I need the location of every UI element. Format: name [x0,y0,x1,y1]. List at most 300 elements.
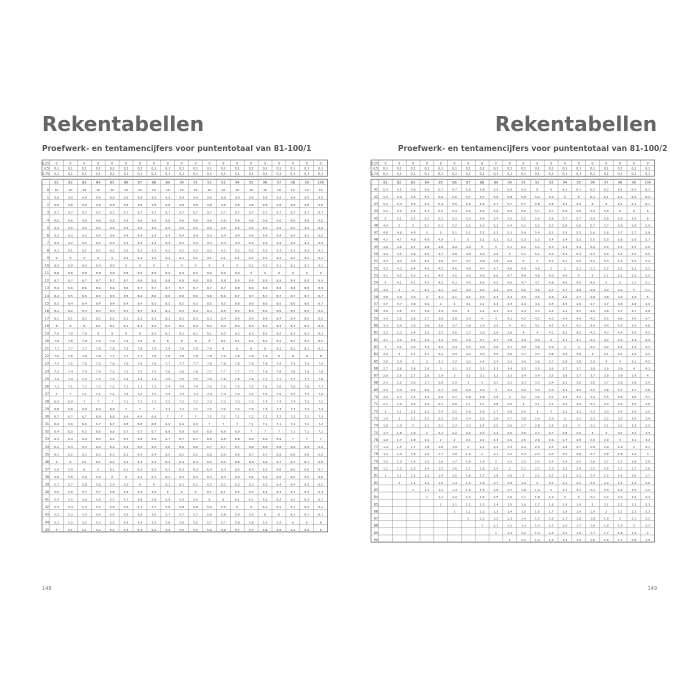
grade-cell: 5,6 [603,230,609,235]
grade-cell: 7,6 [54,354,59,359]
grade-cell: 5,7 [438,187,444,192]
grade-cell: 2,8 [590,445,595,450]
grade-cell: 8 [305,354,308,359]
grade-cell: 7,6 [207,376,212,381]
grade-cell: 5,9 [534,194,540,199]
grade-cell: 5,4 [383,187,388,192]
grade-cell: 2,6 [548,437,554,442]
grade-cell: 2,3 [645,502,651,507]
grade-cell: 5,9 [276,520,282,525]
grade-cell: 7,2 [276,414,282,419]
grade-cell: 7 [305,437,308,442]
grade-cell: 5,1 [465,230,471,235]
grade-cell: 8,7 [276,293,282,298]
grade-cell: 7,4 [165,384,171,389]
row-label: 44 [44,520,49,525]
grade-cell: 4,5 [521,294,526,299]
grade-cell: 3,1 [424,352,430,357]
grade-cell: 8,2 [290,339,296,344]
grade-cell: 5,3 [123,527,129,532]
grade-cell: 4,7 [383,237,388,242]
grade-cell: 9 [166,263,169,268]
grade-cell: 1,3 [479,502,485,507]
grade-cell: 5,5 [151,520,157,525]
grade-cell: 9,4 [290,240,296,245]
grade-cell: 6,3 [123,452,129,457]
grade-cell: 2,3 [631,502,637,507]
grade-cell: 3,2 [452,359,457,364]
grade-cell: 5,3 [521,237,526,242]
grade-cell: 6,3 [262,490,268,495]
grade-cell: 6,4 [207,467,212,472]
grade-cell: 4,4 [410,266,416,271]
grade-cell: 1 [467,516,470,521]
grade-cell: 1,1 [521,538,526,542]
grade-cell: 2,7 [603,459,609,464]
grade-cell: 9,8 [276,203,282,208]
row-label: 59 [373,316,378,321]
grade-cell: 3 [508,395,511,399]
grade-cell: 7,5 [290,391,296,396]
grade-cell: 9,2 [179,248,185,253]
grade-cell: 6,5 [318,482,324,487]
grade-cell: 5,4 [81,505,87,510]
grade-cell: 6,2 [603,187,609,192]
grade-cell: 7,9 [193,346,198,351]
grade-cell: 9,8 [109,203,115,208]
grade-cell: 9,5 [137,225,143,230]
grade-cell: 9,6 [193,218,198,223]
grade-cell: 8,6 [81,286,87,291]
grade-cell: 6,8 [304,452,310,457]
grade-cell: 5,9 [590,209,595,214]
grade-cell: 3,3 [452,352,457,357]
grade-cell: 5,5 [617,244,623,249]
grade-cell: 5,7 [452,187,457,192]
grade-cell: 2,1 [424,423,430,428]
grade-cell: 5,9 [81,474,87,479]
grade-cell: 6,7 [262,452,268,457]
grade-cell: 4,8 [617,302,623,307]
grade-cell: 6,5 [81,429,87,434]
fraction-cell: 0,1 [109,166,115,171]
grade-cell: 3,9 [452,309,457,314]
grade-cell: 2,7 [534,430,540,435]
grade-cell: 6,9 [123,414,129,419]
grade-cell: 8,3 [179,316,185,321]
grade-cell: 5,8 [576,209,582,214]
grade-cell: 6,8 [54,407,59,411]
grade-cell: 6,4 [248,474,254,479]
grade-cell: 6,3 [631,187,637,192]
grade-cell: 6,7 [68,414,73,419]
grade-cell: 6,7 [207,444,212,449]
row-label: 15 [44,301,49,306]
column-header: 91 [521,180,526,185]
column-header: 86 [123,180,129,185]
row-label: 5 [46,225,49,230]
grade-cell: 5,9 [109,482,115,487]
grade-cell: 6,6 [262,459,268,464]
fraction-cell: 0,1 [276,166,282,171]
grade-cell: 6 [291,520,294,525]
grade-cell: 8,1 [165,331,171,336]
fraction-cell: 0,1 [165,166,171,171]
grade-cell: 5,9 [248,512,254,517]
grade-cell: 8,7 [68,278,73,283]
table-subtitle: Proefwerk- en tentamencijfers voor puntentotaal van 81-100/1 [42,144,312,153]
grade-cell: 6,7 [123,429,129,434]
grade-cell: 4,1 [479,309,485,314]
grade-cell: 2,7 [576,445,582,450]
grade-cell: 6 [166,490,169,495]
row-label: 30 [44,414,49,419]
grade-cell: 5,7 [562,216,568,221]
grade-cell: 1,4 [493,502,499,507]
grade-cell: 1,6 [493,487,499,492]
grade-cell: 3,8 [617,373,623,378]
grade-cell: 2 [508,466,511,471]
grade-cell: 3,5 [465,344,471,349]
grade-cell: 7,7 [193,361,198,366]
grade-cell: 6,9 [220,429,226,434]
grade-cell: 1,9 [534,487,540,492]
grade-cell: 1,9 [383,416,388,421]
grade-cell: 9,9 [165,195,171,200]
grade-cell: 2,4 [562,459,568,464]
grade-cell: 4,9 [383,223,388,228]
grade-cell: 1,9 [479,459,485,464]
row-label: 19 [44,331,49,336]
grade-cell: 8,3 [151,316,157,321]
grade-cell: 8,7 [248,293,254,298]
grade-cell: 2,3 [424,409,430,414]
grade-cell: 6,2 [590,187,595,192]
grade-cell: 5 [453,237,456,242]
grade-cell: 2,2 [507,452,513,457]
grade-cell: 6,4 [109,444,115,449]
grade-cell: 3,7 [479,337,485,342]
grade-cell: 4,5 [438,266,444,271]
grade-cell: 9,9 [81,195,87,200]
grade-cell: 5,2 [631,273,637,278]
row-label: 40 [44,490,49,495]
grade-cell: 2,8 [507,409,513,414]
grade-cell: 1,6 [521,502,526,507]
grade-cell: 4,5 [410,259,416,264]
column-header: 83 [82,180,87,185]
grade-cell: 5,8 [479,187,485,192]
grade-cell: 4,6 [521,287,526,292]
grade-cell: 4,7 [465,259,471,264]
grade-cell: 2,1 [521,466,526,471]
grade-cell: 1,1 [465,509,471,514]
grade-cell: 5,1 [562,259,568,264]
grade-cell: 2,7 [383,366,388,371]
grade-cell: 3,3 [521,380,526,385]
grade-cell: 2,7 [617,466,623,471]
row-label: 44 [373,209,378,214]
grade-cell: 5,9 [645,223,651,228]
grade-cell: 7,1 [304,429,310,434]
grade-cell: 5,3 [95,520,101,525]
grade-cell: 5,1 [521,252,526,256]
grade-cell: 7,3 [193,391,198,396]
grade-cell: 6,7 [109,422,115,427]
grade-cell: 1,2 [493,516,499,521]
grade-cell: 5,9 [631,216,637,221]
grade-cell: 3,5 [631,402,637,407]
grade-cell: 6,4 [95,444,101,449]
grade-cell: 4,8 [590,294,595,299]
grade-cell: 5,4 [534,230,540,235]
grade-cell: 8 [208,339,211,344]
grade-cell: 1,7 [576,523,582,528]
fraction-cell: 0 [69,161,72,166]
grade-cell: 1,4 [438,473,444,478]
grade-cell: 8,7 [179,286,185,291]
grade-cell: 2,6 [493,416,499,421]
grade-cell: 9 [208,263,211,268]
grade-cell: 2,4 [438,409,444,414]
row-label: 50 [373,252,378,256]
grade-cell: 3,3 [396,330,402,335]
grade-cell: 1,9 [645,538,651,542]
grade-cell: 5,7 [248,527,254,532]
grade-cell: 6,7 [318,467,324,472]
grade-cell: 3,6 [590,380,595,385]
grade-cell: 8,2 [151,323,157,328]
row-label: 63 [373,344,378,349]
grade-cell: 9,4 [207,233,212,238]
grade-cell: 5,9 [304,527,310,532]
grade-cell: 9,2 [193,248,198,253]
grade-cell: 4,3 [534,309,540,314]
row-label: 10 [44,263,49,268]
grade-cell: 8,3 [276,323,282,328]
grade-cell: 3,7 [521,352,526,357]
grade-cell: 3,7 [576,373,582,378]
grade-cell: 4,3 [424,273,430,278]
grade-cell: 5,5 [521,223,526,228]
grade-cell: 7,8 [248,361,254,366]
grade-cell: 4,4 [479,287,485,292]
grade-cell: 2 [481,452,484,457]
fraction-cell: 0,1 [179,166,185,171]
grade-cell: 5,1 [54,520,59,525]
grade-cell: 1,8 [562,509,568,514]
grade-cell: 9,5 [304,225,310,230]
grade-cell: 7,6 [179,369,185,374]
grade-cell: 3,8 [452,316,457,321]
grade-cell: 2,1 [465,437,471,442]
grade-cell: 1,5 [410,452,416,457]
grade-cell: 6 [605,201,608,206]
row-label: 72 [373,409,378,414]
grade-cell: 6,5 [248,467,254,472]
grade-cell: 7,6 [137,361,143,366]
grade-cell: 4 [494,316,497,321]
grade-cell: 8,9 [248,278,254,283]
grade-cell: 7,8 [81,339,87,344]
grade-cell: 5,4 [438,201,444,206]
row-label: 52 [373,266,378,271]
grade-cell: 6 [646,216,649,221]
grade-cell: 3,2 [590,416,595,421]
grade-cell: 4,9 [645,302,651,307]
grade-cell: 1,5 [507,502,513,507]
grade-cell: 9,2 [248,248,254,253]
grade-cell: 9,8 [123,203,129,208]
column-header: 83 [410,180,416,185]
fraction-cell: 0,1 [534,166,540,171]
grade-cell: 10 [82,188,87,193]
grade-cell: 5,4 [452,209,457,214]
grade-cell: 3 [453,373,456,378]
column-header: 91 [193,180,198,185]
grade-cell: 6,6 [290,467,296,472]
row-label: 68 [373,380,378,385]
grade-cell: 8,2 [81,316,87,321]
grade-cell: 8,3 [193,316,198,321]
grade-cell: 6,3 [193,467,198,472]
grade-cell: 6,9 [262,437,268,442]
grade-cell: 2,5 [603,473,609,478]
grade-cell: 8,1 [220,339,226,344]
grade-cell: 8,7 [165,286,171,291]
grade-cell: 9,9 [95,195,101,200]
grade-cell: 6,2 [248,490,254,495]
grade-cell: 10 [235,188,240,193]
grade-cell: 8,9 [290,278,296,283]
grade-cell: 8,6 [220,293,226,298]
grade-cell: 3,6 [562,373,568,378]
grade-cell: 6,1 [276,505,282,510]
grade-cell: 1,2 [383,459,388,464]
grade-cell: 2 [494,459,497,464]
grade-cell: 9,5 [109,225,115,230]
grade-cell: 10 [277,188,281,193]
grade-cell: 4,2 [465,294,471,299]
grade-cell: 3,5 [645,409,651,414]
grade-cell: 5,8 [562,209,568,214]
grade-cell: 3,9 [507,330,513,335]
grade-cell: 4,8 [424,244,430,249]
grade-cell: 6,2 [151,467,157,472]
grade-cell: 6,1 [631,201,637,206]
grade-cell: 4,5 [424,259,430,264]
grade-cell: 5,7 [109,497,115,502]
grade-cell: 3,3 [631,423,637,428]
grade-cell: 3,4 [534,373,540,378]
grade-cell: 4,5 [576,309,582,314]
fraction-cell: 0,1 [220,172,226,177]
grade-cell: 9 [180,263,183,268]
grade-cell: 8,9 [207,271,212,276]
grade-cell: 6,6 [109,429,115,434]
grade-cell: 5,7 [123,497,129,502]
grade-cell: 7,7 [234,369,240,374]
grade-cell: 3 [522,402,525,407]
fraction-cell: 0,1 [179,172,185,177]
grade-cell: 3,3 [479,366,485,371]
grade-cell: 6 [632,209,635,214]
row-label: 4 [46,218,49,223]
fraction-cell: 0,1 [262,172,268,177]
grade-cell: 5,3 [396,201,402,206]
grade-cell: 7 [194,414,197,419]
grade-cell: 1,7 [562,516,568,521]
grade-cell: 8,9 [54,263,59,268]
grade-cell: 2 [453,437,456,442]
grade-cell: 1,2 [452,495,457,500]
row-label: 57 [373,302,378,307]
grade-cell: 5,8 [276,527,282,532]
grade-cell: 9,2 [276,256,282,260]
grade-cell: 2,8 [479,395,485,399]
grade-cell: 9,9 [123,195,129,200]
grade-cell: 2,3 [521,452,526,457]
grade-cell: 8,8 [304,286,310,291]
grade-cell: 5,7 [151,505,157,510]
grade-cell: 5,2 [452,223,457,228]
grade-cell: 2,5 [452,409,457,414]
grade-cell: 1,5 [438,466,444,471]
grade-cell: 3 [481,380,484,385]
grade-cell: 6,6 [193,444,198,449]
row-label: 88 [373,523,378,528]
row-label: 43 [44,512,49,517]
grade-cell: 7,2 [151,391,157,396]
grade-cell: 9,2 [123,248,129,253]
grade-cell: 8,6 [109,286,115,291]
grade-cell: 9,4 [54,225,59,230]
grade-cell: 7,7 [207,369,212,374]
grade-cell: 2,3 [603,487,609,492]
grade-cell: 1,8 [590,516,595,521]
grade-cell: 3,8 [576,359,582,364]
grade-cell: 4,1 [534,323,540,328]
grade-cell: 9,4 [165,233,171,238]
grade-cell: 8,3 [165,316,171,321]
grade-cell: 6,5 [290,474,296,479]
grade-cell: 4,4 [521,302,526,307]
row-label: 22 [44,354,49,359]
grade-cell: 3,9 [521,337,526,342]
grade-cell: 2,1 [590,495,595,500]
row-label: 45 [373,216,378,221]
grade-cell: 5,8 [193,505,198,510]
grade-cell: 5,3 [617,259,623,264]
grade-cell: 7,3 [123,384,129,389]
grade-cell: 1,5 [396,445,402,450]
grade-cell: 5,8 [207,512,212,517]
grade-cell: 5,8 [95,482,101,487]
page-heading: Rekentabellen [42,112,204,136]
grade-cell: 5 [605,280,608,285]
grade-cell: 7,7 [304,376,310,381]
row-label: 29 [44,407,49,411]
grade-cell: 2 [619,516,622,521]
grade-cell: 4,9 [521,266,526,271]
grade-cell: 5,7 [631,230,637,235]
fraction-cell: 0 [166,161,169,166]
grade-cell: 1,8 [534,495,540,500]
grade-cell: 7,3 [262,407,268,411]
grade-cell: 8,9 [68,263,73,268]
grade-cell: 6,8 [276,452,282,457]
grade-cell: 2,3 [548,466,554,471]
